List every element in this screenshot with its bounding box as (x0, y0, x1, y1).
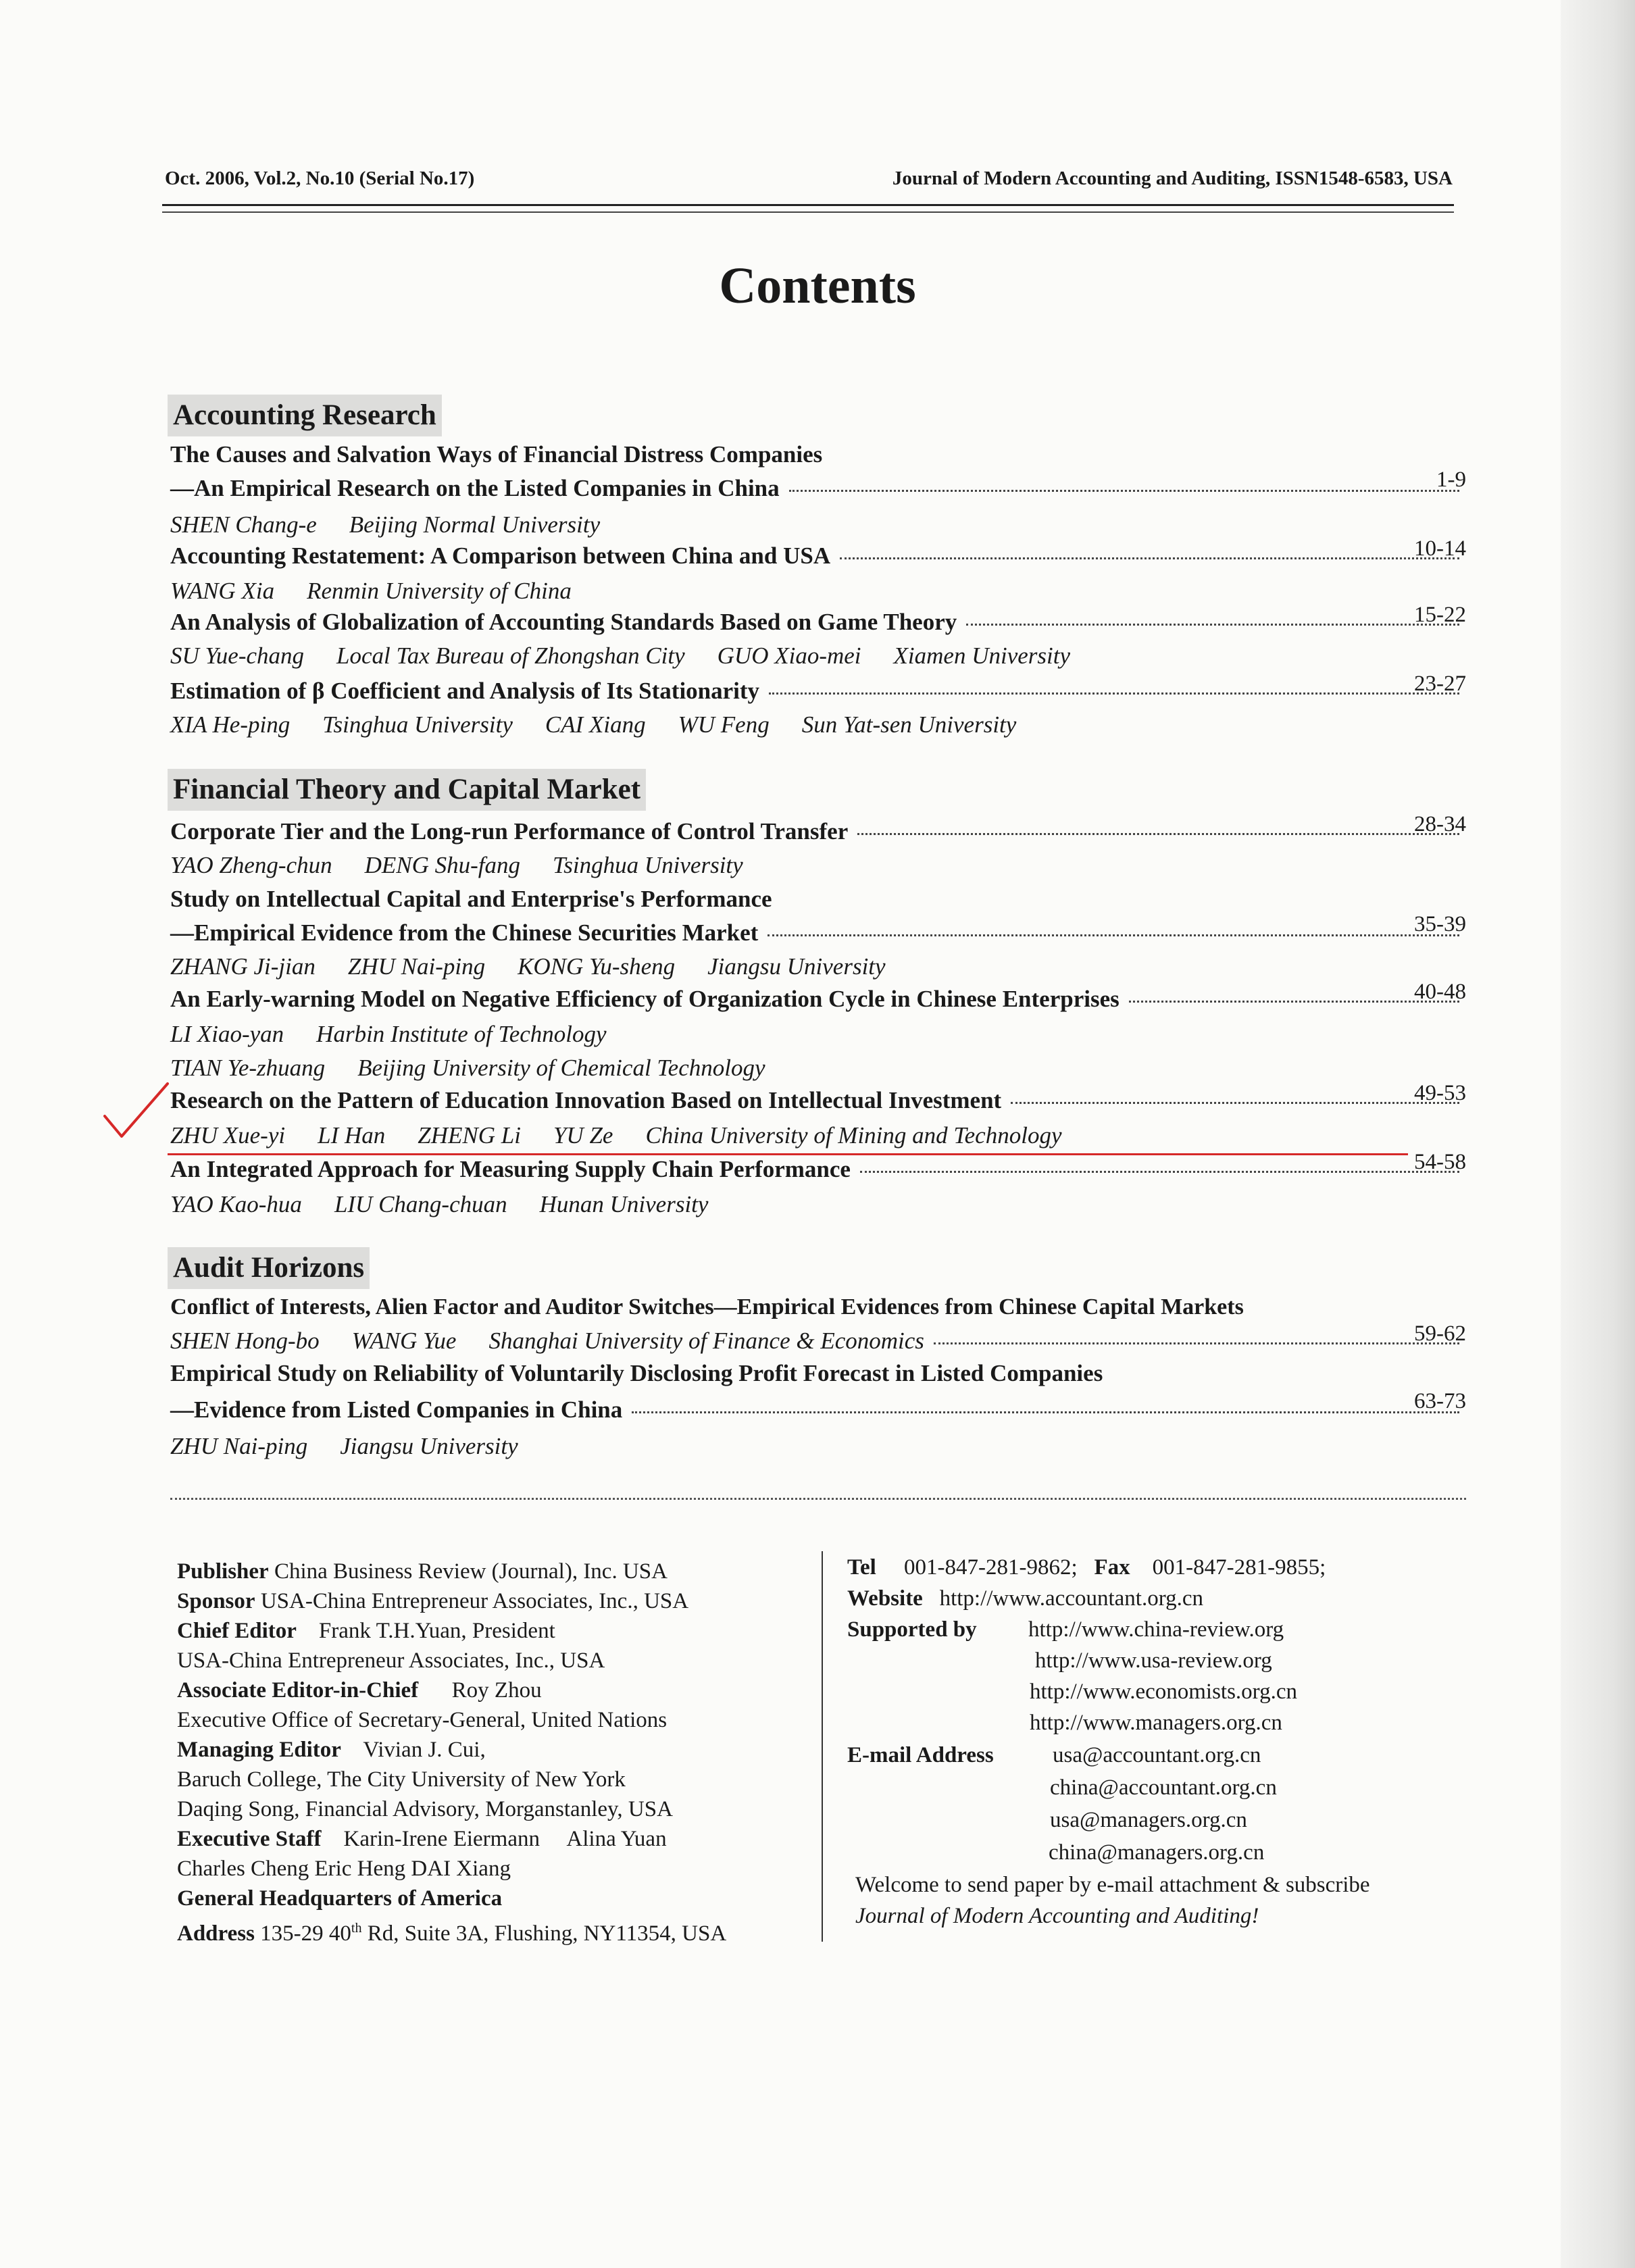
link[interactable]: http://www.usa-review.org (1035, 1648, 1272, 1673)
link[interactable]: http://www.managers.org.cn (1030, 1711, 1282, 1735)
author-line: ZHU Xue-yi LI Han ZHENG Li YU Ze China University of Mining and Technology (170, 1122, 1062, 1149)
author-line: SHEN Hong-bo WANG Yue Shanghai University of Finance & Economics (170, 1326, 1466, 1357)
author-line: ZHU Nai-ping Jiangsu University (170, 1433, 518, 1459)
page-range: 15-22 (1414, 603, 1466, 627)
article-title[interactable]: Corporate Tier and the Long-run Performance of Control Transfer (170, 816, 1466, 847)
article-title[interactable]: The Causes and Salvation Ways of Financial Distress Companies (170, 441, 823, 468)
article-title[interactable]: Estimation of β Coefficient and Analysis of Its Stationarity (170, 676, 1466, 707)
article-title[interactable]: An Analysis of Globalization of Accounting Standards Based on Game Theory (170, 607, 1466, 638)
header-rule-thin (162, 211, 1454, 213)
author-line: YAO Zheng-chun DENG Shu-fang Tsinghua University (170, 852, 743, 878)
leader-dots (860, 1171, 1459, 1173)
header-rule (162, 204, 1454, 206)
section-heading: Accounting Research (168, 395, 442, 436)
leader-dots (768, 934, 1459, 936)
author-line: YAO Kao-hua LIU Chang-chuan Hunan University (170, 1191, 709, 1217)
leader-dots (769, 692, 1459, 695)
page-range: 59-62 (1414, 1321, 1466, 1346)
page-range: 63-73 (1414, 1389, 1466, 1413)
article-title[interactable]: Research on the Pattern of Education Innovation Based on Intellectual Investment (170, 1085, 1466, 1116)
article-title[interactable]: An Early-warning Model on Negative Efficiency of Organization Cycle in Chinese Enterprises (170, 984, 1466, 1015)
article-title[interactable]: An Integrated Approach for Measuring Supply Chain Performance (170, 1154, 1466, 1185)
page-range: 54-58 (1414, 1150, 1466, 1174)
email-link[interactable]: china@accountant.org.cn (1050, 1775, 1277, 1800)
article-title-cont[interactable]: —Empirical Evidence from the Chinese Securities Market (170, 917, 1466, 949)
leader-dots (789, 490, 1459, 492)
email-link[interactable]: usa@managers.org.cn (1050, 1808, 1247, 1832)
email-link[interactable]: china@managers.org.cn (1049, 1840, 1265, 1865)
column-divider (822, 1551, 823, 1942)
section-heading: Audit Horizons (168, 1247, 370, 1289)
page-range: 40-48 (1414, 980, 1466, 1004)
link[interactable]: http://www.economists.org.cn (1030, 1680, 1297, 1704)
author-line: SHEN Chang-e Beijing Normal University (170, 511, 601, 538)
article-title[interactable]: Conflict of Interests, Alien Factor and Auditor Switches—Empirical Evidences from Chinese Capital Markets (170, 1294, 1244, 1319)
author-line: ZHANG Ji-jian ZHU Nai-ping KONG Yu-sheng Jiangsu University (170, 953, 886, 980)
page-title: Contents (719, 257, 916, 314)
leader-dots (632, 1411, 1459, 1413)
article-title-cont[interactable]: —Evidence from Listed Companies in China (170, 1394, 1466, 1426)
page-range: 35-39 (1414, 912, 1466, 936)
article-title-cont[interactable]: —An Empirical Research on the Listed Companies in China (170, 473, 1466, 504)
leader-dots (840, 557, 1459, 559)
author-line: LI Xiao-yan Harbin Institute of Technology (170, 1021, 607, 1047)
page-range: 1-9 (1436, 468, 1466, 492)
leader-dots (1129, 1001, 1459, 1003)
red-checkmark-annotation (101, 1081, 169, 1142)
leader-dots (857, 833, 1459, 835)
author-line: XIA He-ping Tsinghua University CAI Xiang WU Feng Sun Yat-sen University (170, 711, 1017, 738)
page-range: 10-14 (1414, 536, 1466, 561)
journal-info: Journal of Modern Accounting and Auditing, ISSN1548-6583, USA (892, 168, 1453, 189)
website-link[interactable]: http://www.accountant.org.cn (939, 1586, 1203, 1611)
leader-dots (966, 624, 1459, 626)
page-range: 49-53 (1414, 1081, 1466, 1105)
article-title[interactable]: Empirical Study on Reliability of Voluntarily Disclosing Profit Forecast in Listed Companies (170, 1360, 1103, 1386)
issue-info: Oct. 2006, Vol.2, No.10 (Serial No.17) (165, 168, 475, 189)
leader-dots (1011, 1102, 1459, 1104)
author-line: WANG Xia Renmin University of China (170, 578, 572, 604)
page-range: 23-27 (1414, 672, 1466, 696)
section-heading: Financial Theory and Capital Market (168, 769, 646, 811)
contents-page: Oct. 2006, Vol.2, No.10 (Serial No.17) Journal of Modern Accounting and Auditing, ISSN1548-6583, USA Contents Accounting Research The Causes and Salvation Ways of Financial Distress Companies —An Empirical Research on the Listed Companies in China 1-9 SHEN Chang-e Beijing Normal University Accounting Restatement: A Comparison between China and USA 10-14 WANG Xia Renmin University of China An Analysis of Globalization of Accounting Standards Based on Game Theory 15-22 SU Yue-chang Local Tax Bureau of Zhongshan City GUO Xiao-mei Xiamen University Estimation of β Coefficient and Analysis of Its Stationarity 23-27 XIA He-ping Tsinghua University CAI Xiang WU Feng Sun Yat-sen University Financial Theory and Capital Market Corporate Tier and the Long-run Performance of Control Transfer 28-34 YAO Zheng-chun DENG Shu-fang Tsinghua University Study on Intellectual Capital and Enterprise's Performance —Empirical Evidence from the Chinese Securities Market 35-39 ZHANG Ji-jian ZHU Nai-ping KONG Yu-sheng Jiangsu University An Early-warning Model on Negative Efficiency of Organization Cycle in Chinese Enterprises 40-48 LI Xiao-yan Harbin Institute of Technology TIAN Ye-zhuang Beijing University of Chemical Technology Research on the Pattern of Education Innovation Based on Intellectual Investment 49-53 ZHU Xue-yi LI Han ZHENG Li YU Ze China University of Mining and Technology An Integrated Approach for Measuring Supply Chain Performance 54-58 YAO Kao-hua LIU Chang-chuan Hunan University Audit Horizons Conflict of Interests, Alien Factor and Auditor Switches—Empirical Evidences from Chinese Capital Markets SHEN Hong-bo WANG Yue Shanghai University of Finance & Economics 59-62 Empirical Study on Reliability of Voluntarily Disclosing Profit Forecast in Listed Companies —Evidence from Listed Companies in China 63-73 ZHU Nai-ping Jiangsu University Publisher China Business Review (Journal), Inc. USA Sponsor USA-China Entrepreneur Associates, Inc., USA Chief Editor Frank T.H.Yuan, President USA-China Entrepreneur Associates, Inc., USA Associate Editor-in-Chief Roy Zhou Executive Office of Secretary-General, United Nations Managing Editor Vivian J. Cui, Baruch College, The City University of New York Daqing Song, Financial Advisory, Morganstanley, USA Executive Staff Karin-Irene Eiermann Alina Yuan Charles Cheng Eric Heng DAI Xiang General Headquarters of America Address 135-29 40th Rd, Suite 3A, Flushing, NY11354, USA Tel 001-847-281-9862; Fax 001-847-281-9855; Website http://www.accountant.org.cn Supported by http://www.china-review.org http://www.usa-review.org http://www.economists.org.cn http://www.managers.org.cn E-mail Address usa@accountant.org.cn china@accountant.org.cn usa@managers.org.cn china@managers.org.cn Welcome to send paper by e-mail attachment & subscribe Journal of Modern Accounting and Auditing! (0, 0, 1635, 2268)
article-title[interactable]: Accounting Restatement: A Comparison between China and USA (170, 540, 1466, 572)
link[interactable]: http://www.china-review.org (1028, 1617, 1284, 1642)
author-line: TIAN Ye-zhuang Beijing University of Chemical Technology (170, 1055, 765, 1081)
page-range: 28-34 (1414, 812, 1466, 836)
email-link[interactable]: usa@accountant.org.cn (1053, 1743, 1261, 1767)
author-line: SU Yue-chang Local Tax Bureau of Zhongshan City GUO Xiao-mei Xiamen University (170, 642, 1070, 669)
leader-dots (934, 1342, 1459, 1344)
dotted-separator (170, 1498, 1466, 1500)
article-title[interactable]: Study on Intellectual Capital and Enterprise's Performance (170, 886, 772, 912)
